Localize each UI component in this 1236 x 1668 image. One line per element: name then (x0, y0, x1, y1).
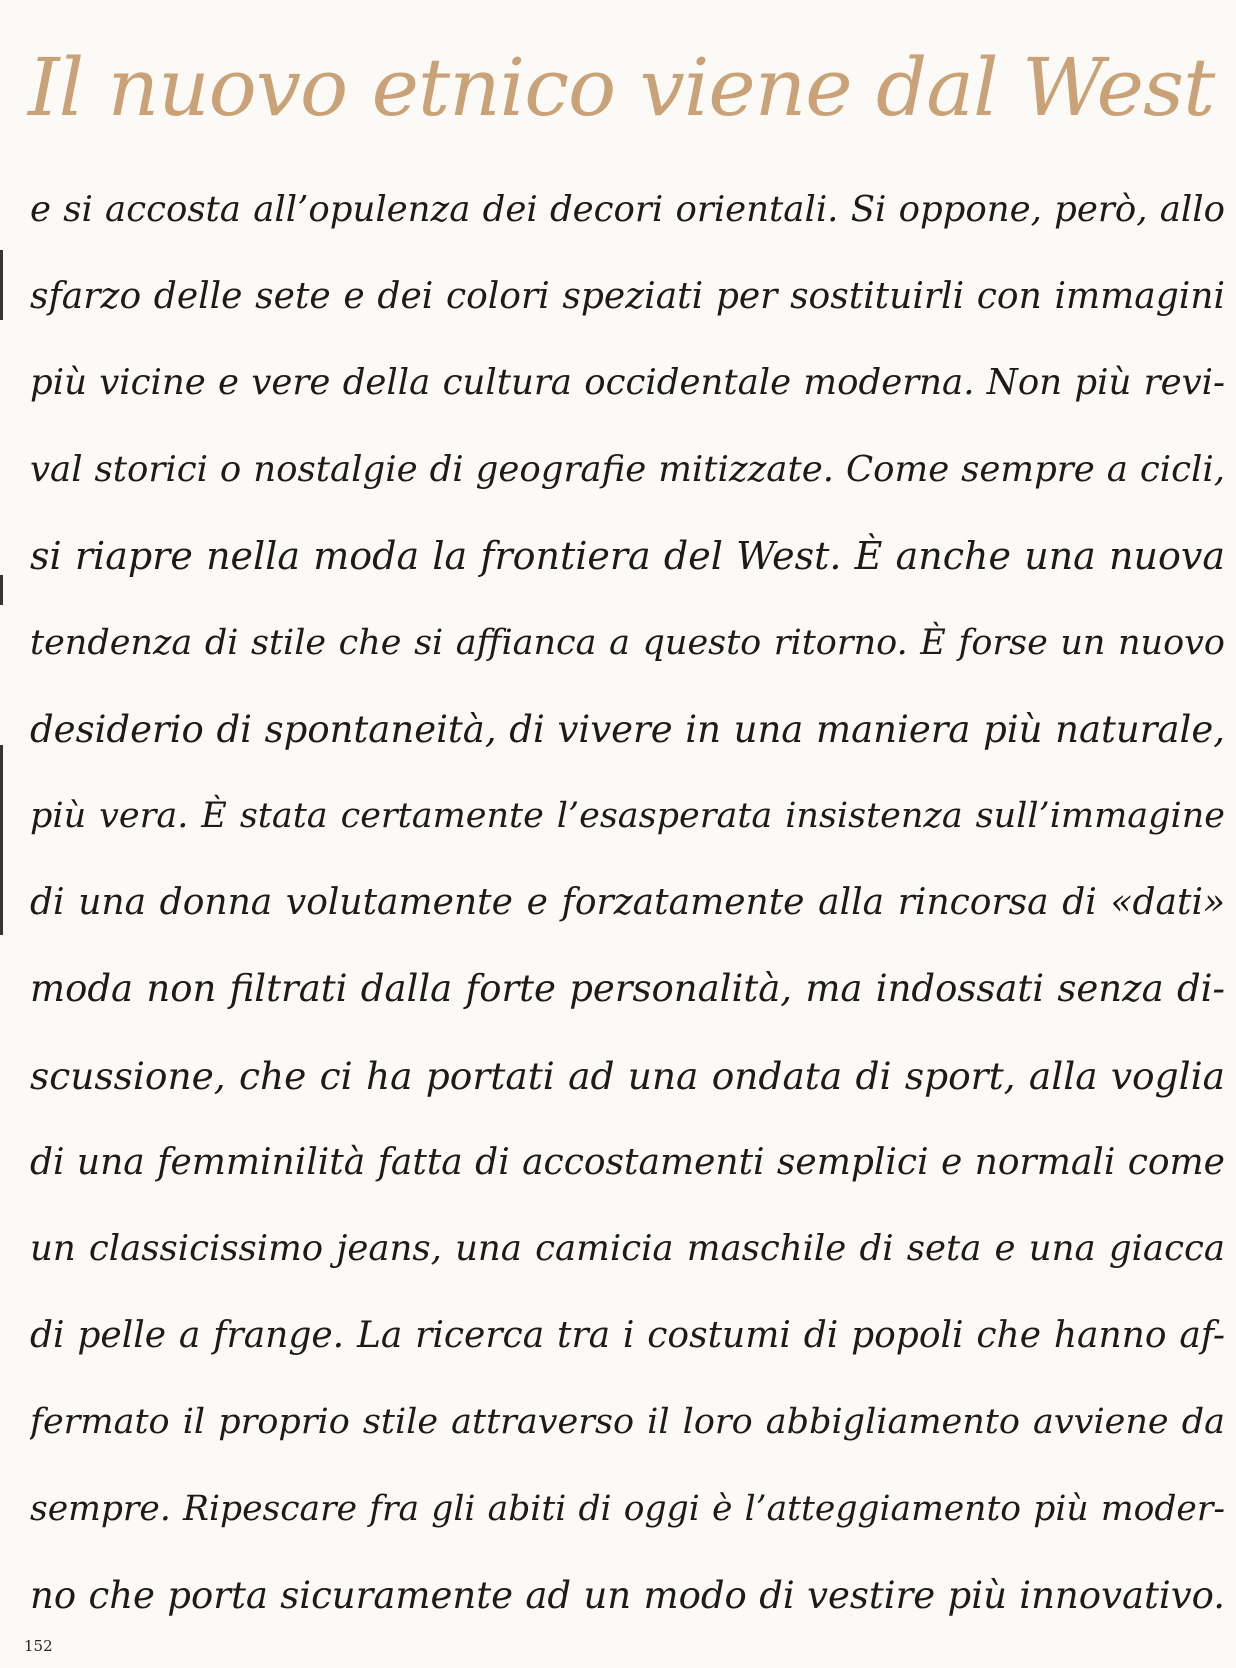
body-line: più vera. È stata certamente l’esasperata insistenza sull’immagine (30, 796, 1225, 837)
page-number: 152 (24, 1637, 53, 1655)
body-line: tendenza di stile che si affianca a questo ritorno. È forse un nuovo (30, 622, 1225, 663)
body-line: scussione, che ci ha portati ad una ondata di sport, alla voglia (30, 1053, 1225, 1098)
body-line: val storici o nostalgie di geografie mitizzate. Come sempre a cicli, (30, 448, 1225, 490)
body-line: un classicissimo jeans, una camicia maschile di seta e una giacca (30, 1228, 1225, 1270)
article-title: Il nuovo etnico viene dal West (28, 41, 1215, 134)
left-edge-scan-mark (0, 745, 3, 935)
body-line: sfarzo delle sete e dei colori speziati per sostituirli con immagini (30, 275, 1225, 317)
body-line: moda non filtrati dalla forte personalità, ma indossati senza di- (30, 967, 1225, 1011)
body-line: di pelle a frange. La ricerca tra i costumi di popoli che hanno af- (30, 1314, 1225, 1356)
body-line: fermato il proprio stile attraverso il loro abbigliamento avviene da (30, 1402, 1225, 1443)
left-edge-scan-mark (0, 250, 3, 320)
body-line: più vicine e vere della cultura occidentale moderna. Non più revi- (30, 362, 1225, 404)
left-edge-scan-mark (0, 575, 3, 605)
body-line: si riapre nella moda la frontiera del West. È anche una nuova (30, 534, 1225, 579)
body-line: no che porta sicuramente ad un modo di vestire più innovativo. (30, 1573, 1225, 1617)
body-line: e si accosta all’opulenza dei decori orientali. Si oppone, però, allo (30, 189, 1225, 230)
body-line: di una femminilità fatta di accostamenti semplici e normali come (30, 1141, 1225, 1183)
article-body (30, 167, 1225, 1639)
body-line: desiderio di spontaneità, di vivere in una maniera più naturale, (30, 707, 1225, 751)
body-line: sempre. Ripescare fra gli abiti di oggi è l’atteggiamento più moder- (30, 1488, 1225, 1529)
body-line: di una donna volutamente e forzatamente alla rincorsa di «dati» (30, 881, 1225, 923)
